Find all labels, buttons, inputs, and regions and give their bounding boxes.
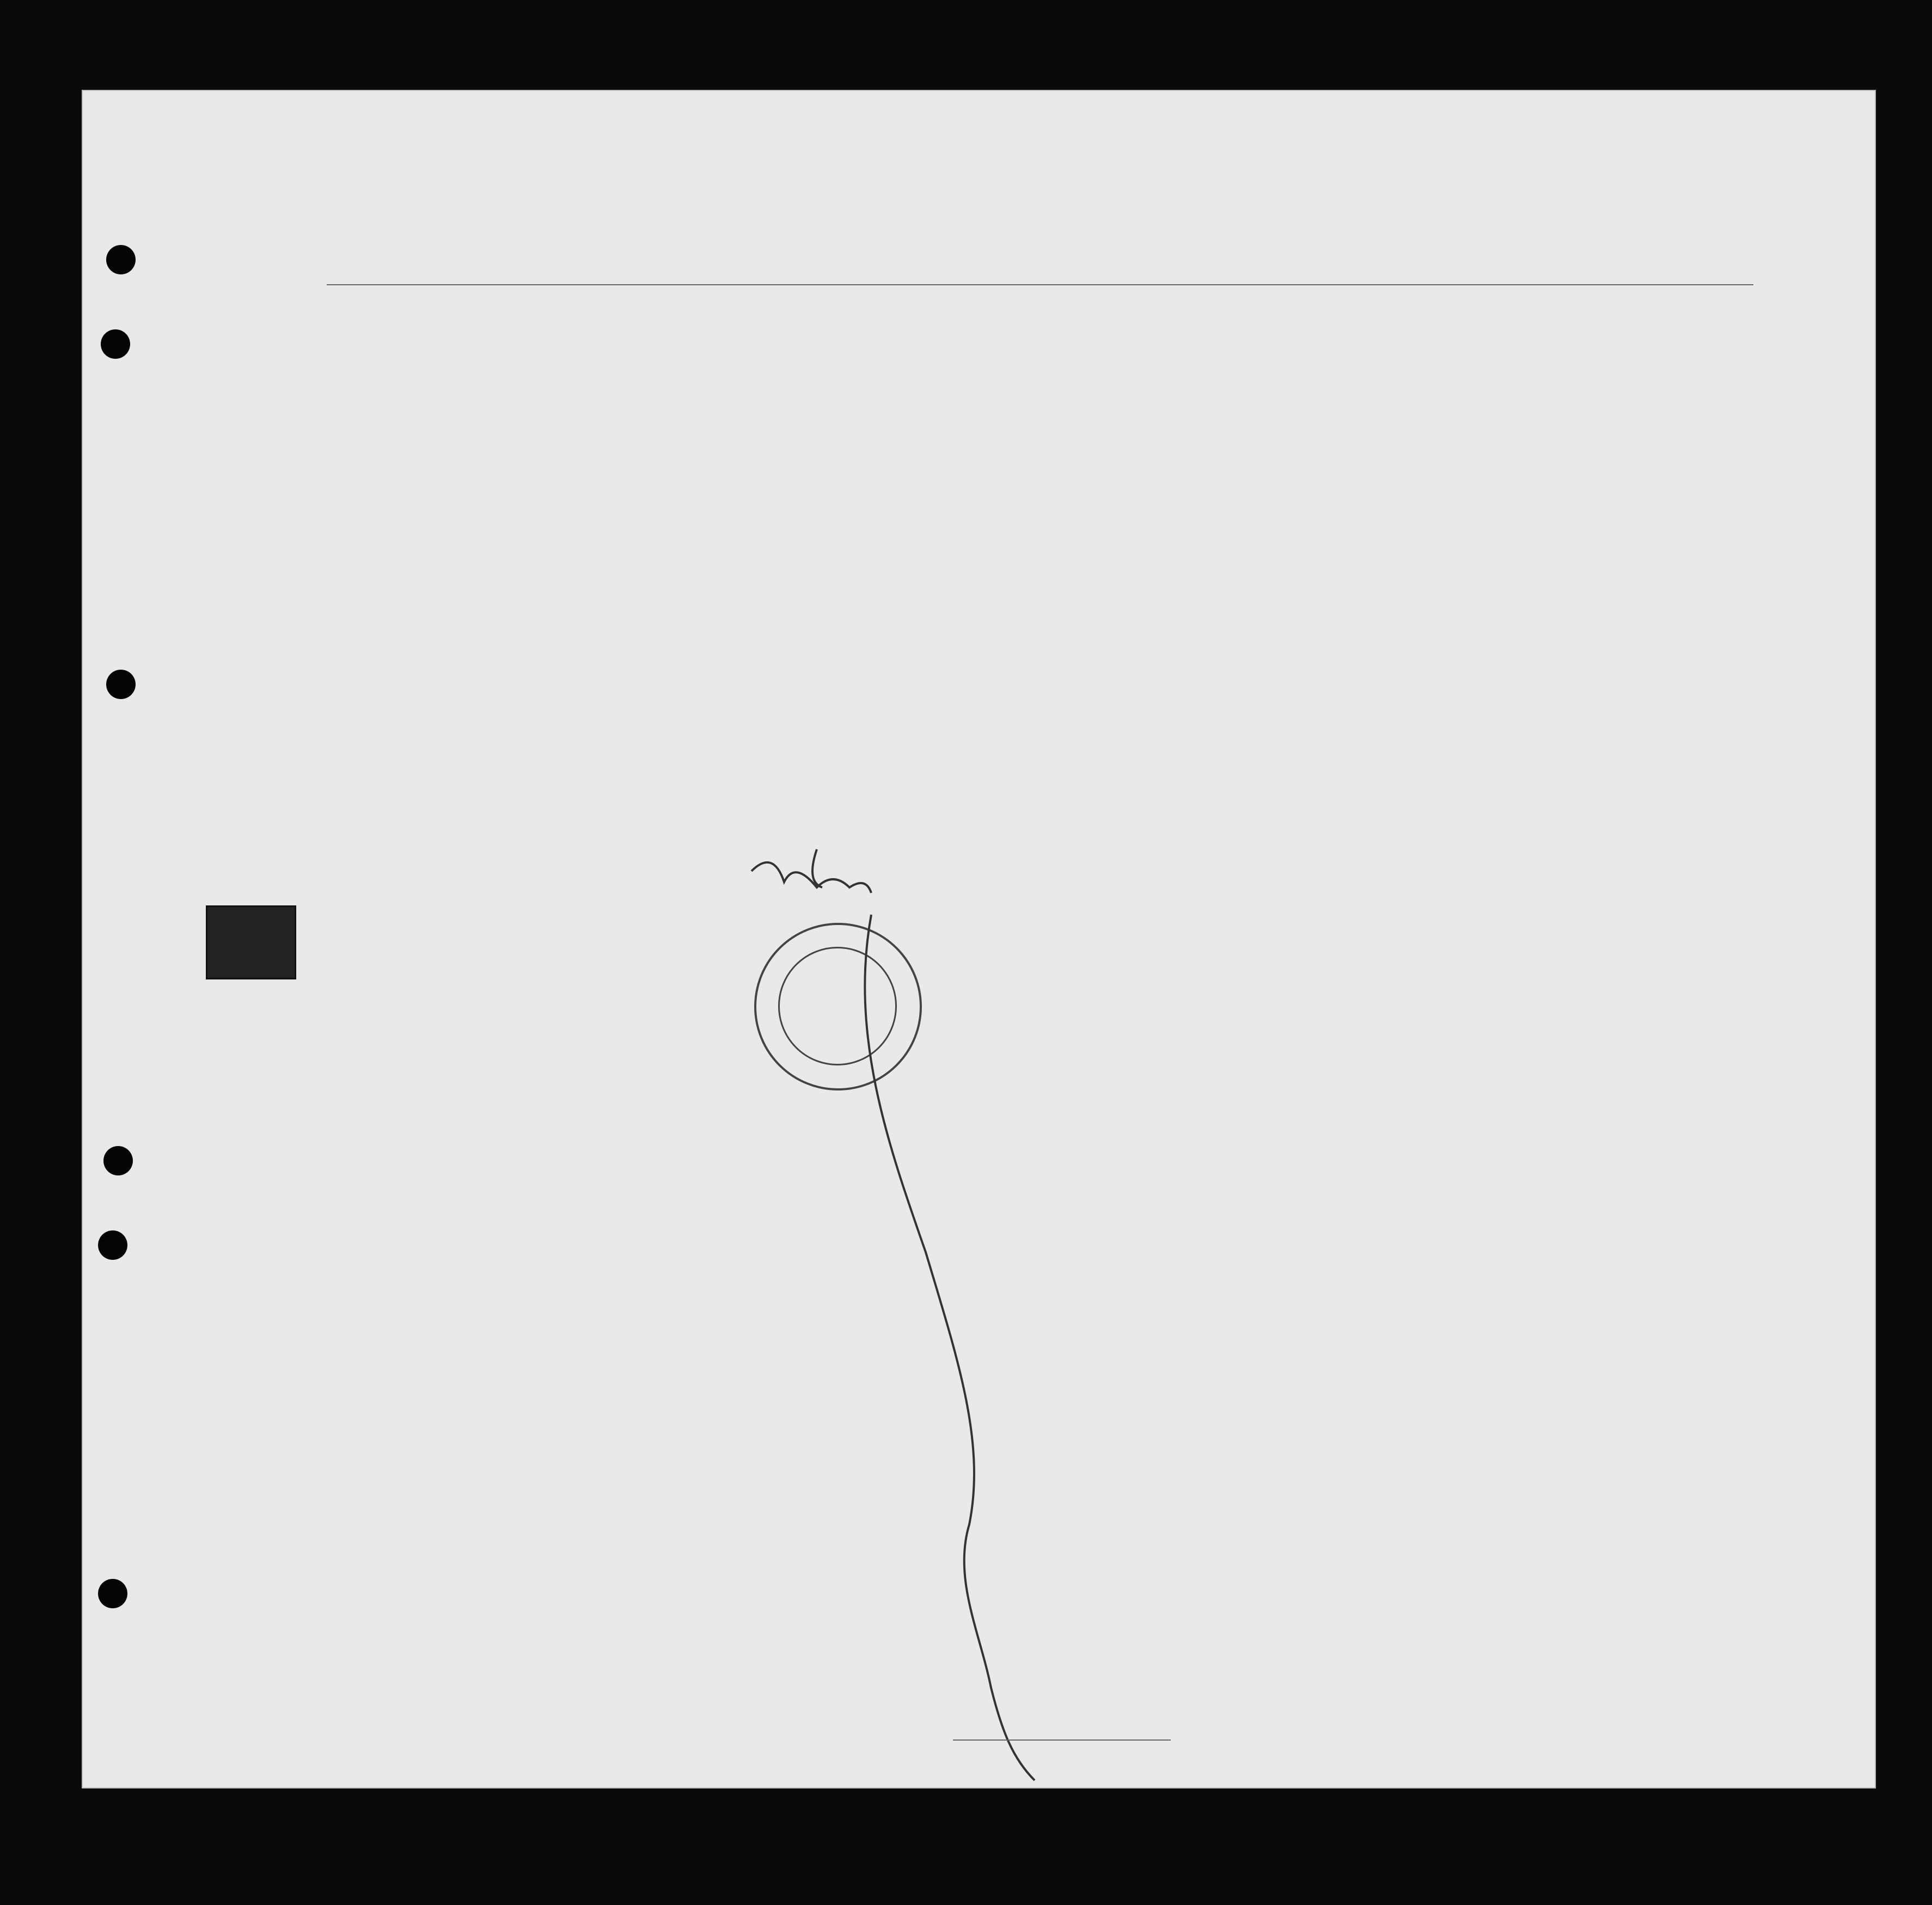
inspector-signature-rule [953, 1739, 1171, 1741]
